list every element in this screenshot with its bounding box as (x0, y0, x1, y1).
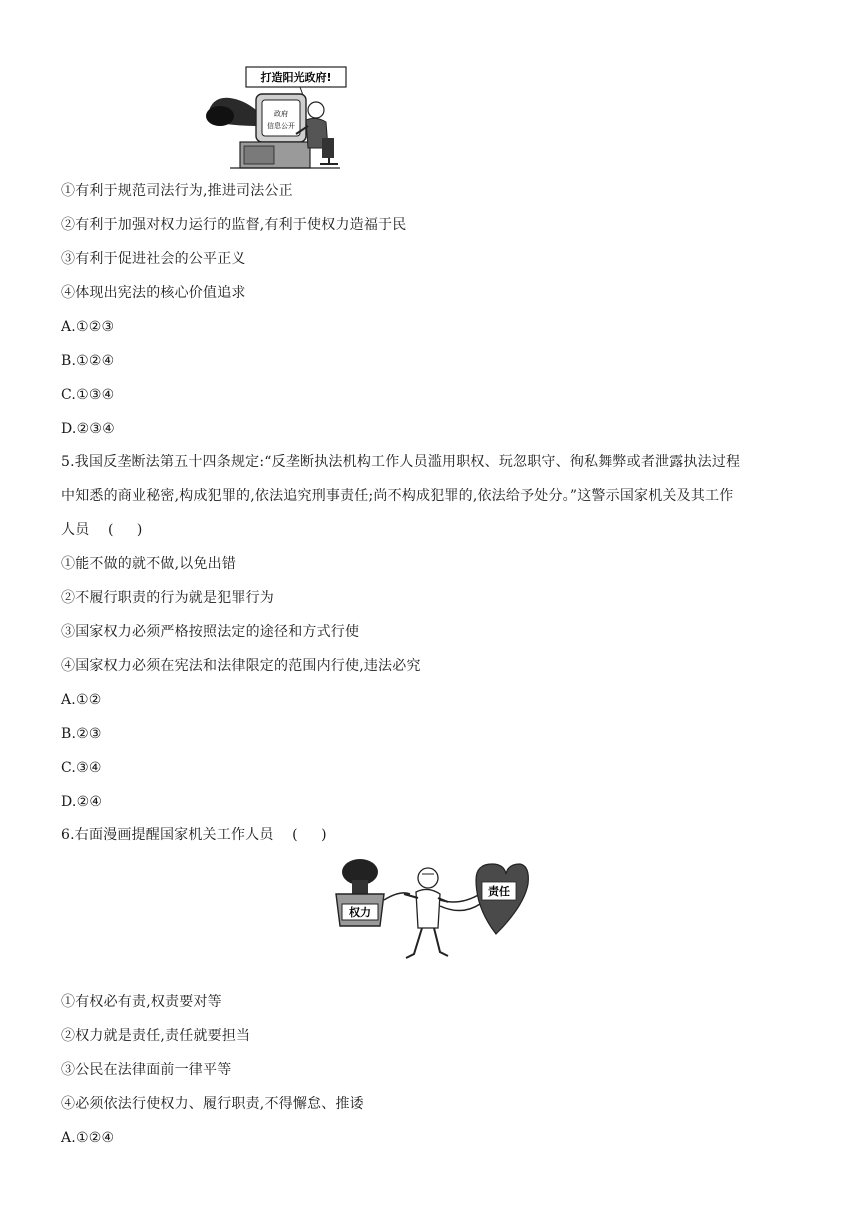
q5-option-2: ②不履行职责的行为就是犯罪行为 (61, 590, 274, 606)
heart-label: 责任 (488, 885, 510, 898)
q4-option-1: ①有利于规范司法行为,推进司法公正 (61, 183, 293, 199)
q6-option-4: ④必须依法行使权力、履行职责,不得懈怠、推诿 (61, 1096, 364, 1112)
screen-text-bottom: 信息公开 (267, 122, 295, 130)
q5-option-3: ③国家权力必须严格按照法定的途径和方式行使 (61, 624, 360, 640)
speech-bubble-text: 打造阳光政府! (260, 71, 332, 84)
q5-choice-a: A.①② (61, 692, 102, 708)
q4-choice-c: C.①③④ (61, 387, 115, 403)
q6-option-3: ③公民在法律面前一律平等 (61, 1062, 232, 1078)
q6-stem: 6.右面漫画提醒国家机关工作人员 ( ) (61, 827, 327, 843)
q4-choice-b: B.①②④ (61, 353, 115, 369)
q6-option-1: ①有权必有责,权责要对等 (61, 994, 222, 1010)
cartoon-power-responsibility (330, 850, 530, 972)
q5-option-4: ④国家权力必须在宪法和法律限定的范围内行使,违法必究 (61, 658, 421, 674)
q5-option-1: ①能不做的就不做,以免出错 (61, 556, 237, 572)
q6-choice-a: A.①②④ (61, 1130, 115, 1146)
cartoon-sunshine-government (200, 64, 350, 172)
q5-choice-c: C.③④ (61, 760, 102, 776)
q5-stem-line-2: 中知悉的商业秘密,构成犯罪的,依法追究刑事责任;尚不构成犯罪的,依法给予处分。”这警示国家机关及其工作 (61, 488, 734, 504)
q4-option-3: ③有利于促进社会的公平正义 (61, 251, 246, 267)
q4-option-4: ④体现出宪法的核心价值追求 (61, 285, 246, 301)
q5-choice-b: B.②③ (61, 726, 102, 742)
q4-choice-a: A.①②③ (61, 319, 115, 335)
q5-stem-line-1: 5.我国反垄断法第五十四条规定:“反垄断执法机构工作人员滥用职权、玩忽职守、徇私舞弊或者泄露执法过程 (61, 454, 741, 470)
stamp-label: 权力 (349, 906, 371, 919)
q6-option-2: ②权力就是责任,责任就要担当 (61, 1028, 251, 1044)
q5-choice-d: D.②④ (61, 794, 103, 810)
q4-option-2: ②有利于加强对权力运行的监督,有利于使权力造福于民 (61, 217, 407, 233)
q4-choice-d: D.②③④ (61, 421, 115, 437)
screen-text-top: 政府 (274, 110, 288, 118)
q5-stem-line-3: 人员 ( ) (61, 522, 143, 538)
